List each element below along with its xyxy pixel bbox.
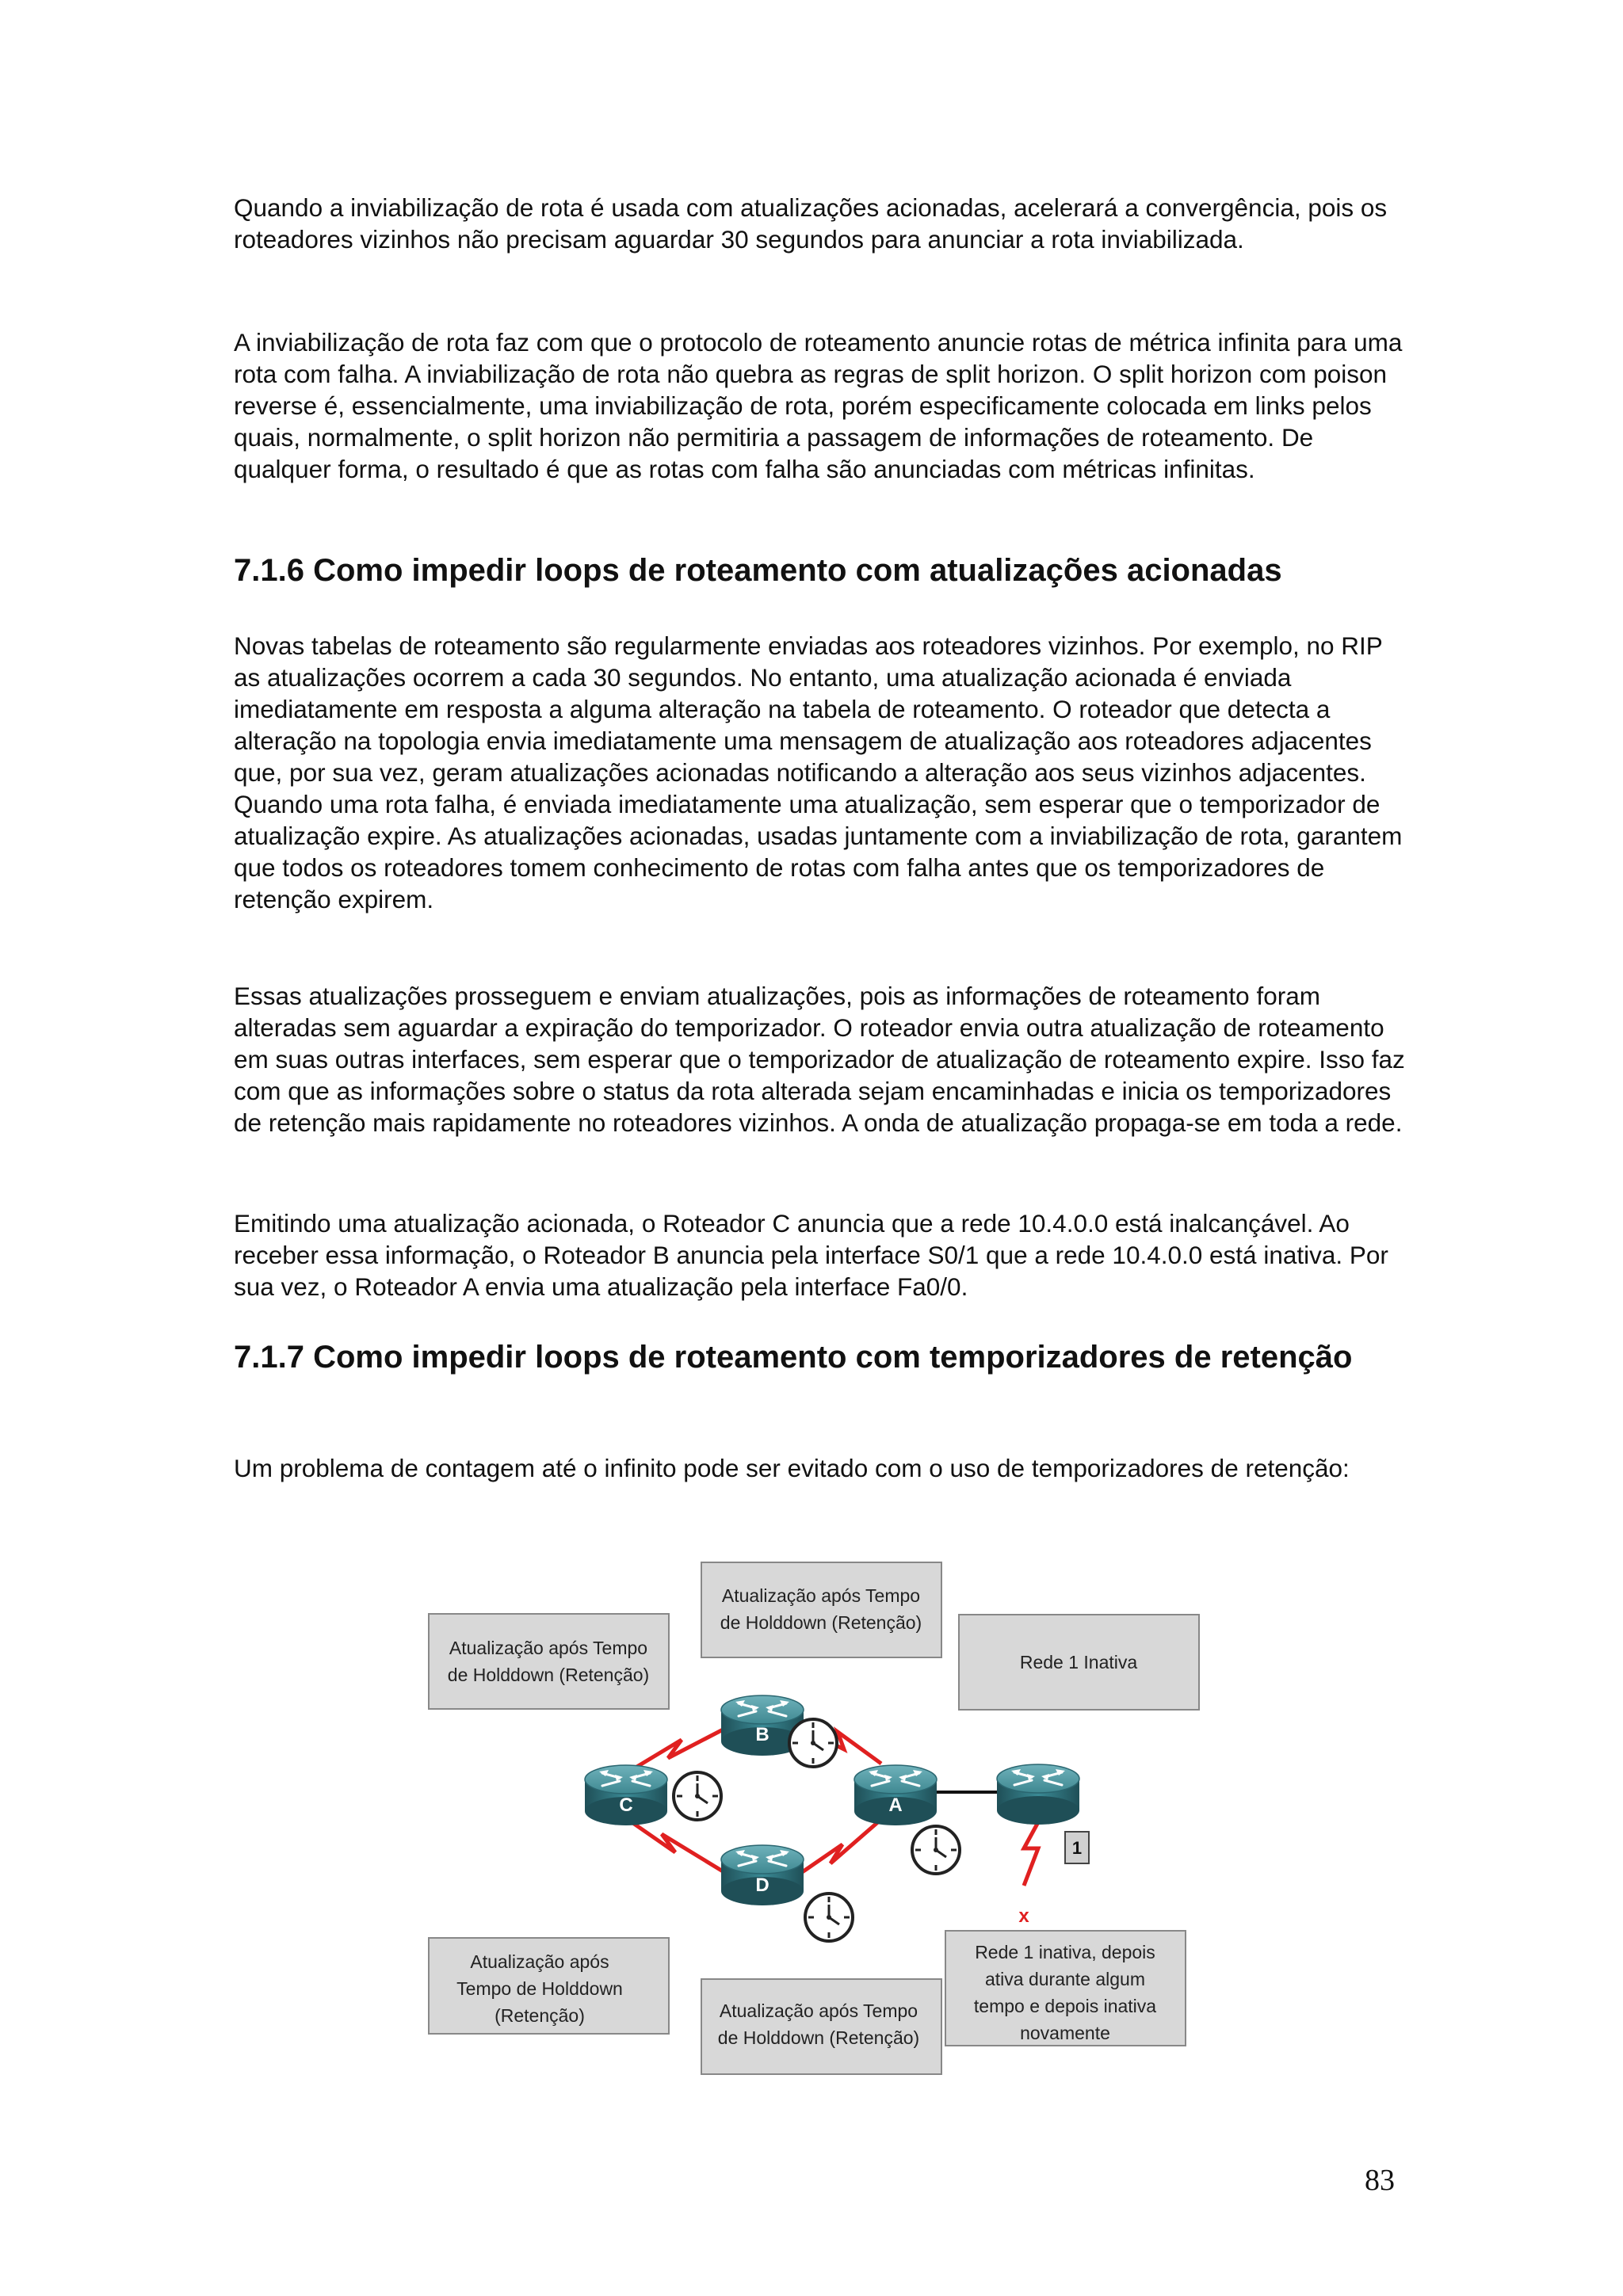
box-top-right-line-1: Rede 1 Inativa: [1019, 1652, 1138, 1672]
paragraph-1: Quando a inviabilização de rota é usada com atualizações acionadas, acelerará a convergência, pois os roteadores vizinhos não precisam aguardar 30 segundos para anunciar a rota inviabilizada.: [234, 193, 1388, 254]
clock-icon: [805, 1894, 853, 1941]
paragraph-4: Essas atualizações prosseguem e enviam atualizações, pois as informações de roteamento foram alteradas sem aguardar a expiração do temporizador. O roteador envia outra atualização de roteamento em suas outras interfaces, sem esperar que o temporizador de atualização de roteamento expire. Isso faz com que as informações sobre o status da rota alterada sejam encaminhadas e inicia os temporizadores de retenção mais rapidamente no roteadores vizinhos. A onda de atualização propaga-se em toda a rede.: [234, 982, 1405, 1137]
box-bottom-center-line-2: de Holddown (Retenção): [717, 2027, 920, 2048]
box-bottom-right-line-2: ativa durante algum: [984, 1969, 1146, 1989]
router-c-label: C: [619, 1794, 633, 1816]
box-top-center-line-1: Atualização após Tempo: [721, 1585, 921, 1606]
router-b-label: B: [755, 1724, 769, 1745]
paragraph-5: Emitindo uma atualização acionada, o Roteador C anuncia que a rede 10.4.0.0 está inalcançável. Ao receber essa informação, o Roteador B anuncia pela interface S0/1 que a rede 10.4.0.0 está inativa. Por sua vez, o Roteador A envia uma atualização pela interface Fa0/0.: [234, 1209, 1388, 1301]
router-icon: [997, 1764, 1079, 1825]
serial-link-d-a: [796, 1821, 880, 1876]
box-bottom-left-line-3: (Retenção): [495, 2005, 585, 2026]
failure-mark: x: [1018, 1905, 1029, 1927]
section-heading-717: 7.1.7 Como impedir loops de roteamento com temporizadores de retenção: [234, 1340, 1353, 1375]
clock-icon: [912, 1826, 960, 1874]
paragraph-6: Um problema de contagem até o infinito pode ser evitado com o uso de temporizadores de retenção:: [234, 1454, 1350, 1482]
box-bottom-right-line-3: tempo e depois inativa: [973, 1996, 1157, 2016]
box-bottom-center-line-1: Atualização após Tempo: [719, 2000, 918, 2021]
box-bottom-left: [429, 1938, 669, 2034]
router-d: [721, 1845, 804, 1905]
box-bottom-right: [945, 1931, 1186, 2046]
serial-link-network-1: [1024, 1822, 1038, 1886]
box-bottom-center: [701, 1979, 941, 2074]
network-1-tag: [1065, 1832, 1089, 1863]
paragraph-2: A inviabilização de rota faz com que o protocolo de roteamento anuncie rotas de métrica infinita para uma rota com falha. A inviabilização de rota não quebra as regras de split horizon. O split horizon com poison reverse é, essencialmente, uma inviabilização de rota, porém especificamente colocada em links pelos quais, normalmente, o split horizon não permitiria a passagem de informações de roteamento. De qualquer forma, o resultado é que as rotas com falha são anunciadas com métricas infinitas.: [234, 328, 1403, 483]
clock-icon: [674, 1772, 721, 1820]
router-a: [854, 1765, 937, 1825]
paragraph-3: Novas tabelas de roteamento são regularmente enviadas aos roteadores vizinhos. Por exemplo, no RIP as atualizações ocorrem a cada 30 segundos. No entanto, uma atualização acionada é enviada imediatamente em resposta a alguma alteração na tabela de roteamento. O roteador que detecta a alteração na topologia envia imediatamente uma mensagem de atualização aos roteadores adjacentes que, por sua vez, geram atualizações acionadas notificando a alteração aos seus vizinhos adjacentes. Quando uma rota falha, é enviada imediatamente uma atualização, sem esperar que o temporizador de atualização expire. As atualizações acionadas, usadas juntamente com a inviabilização de rota, garantem que todos os roteadores tomem conhecimento de rotas com falha antes que os temporizadores de retenção expirem.: [234, 631, 1403, 913]
router-c: [585, 1765, 667, 1825]
box-top-center-line-2: de Holddown (Retenção): [720, 1612, 922, 1633]
box-top-left-line-1: Atualização após Tempo: [449, 1638, 648, 1658]
section-heading-716: 7.1.6 Como impedir loops de roteamento com atualizações acionadas: [234, 553, 1282, 588]
box-top-right: [959, 1615, 1199, 1710]
box-bottom-left-line-1: Atualização após: [470, 1951, 609, 1972]
box-bottom-right-line-4: novamente: [1020, 2023, 1110, 2043]
serial-link-c-d: [626, 1818, 731, 1876]
page-number: 83: [1365, 2164, 1395, 2197]
router-d-label: D: [755, 1875, 769, 1896]
router-a-label: A: [888, 1794, 903, 1816]
box-top-left: [429, 1614, 669, 1709]
box-bottom-right-line-1: Rede 1 inativa, depois: [975, 1942, 1155, 1962]
box-bottom-left-line-2: Tempo de Holddown: [456, 1978, 623, 1999]
serial-link-c-b: [628, 1726, 731, 1772]
router-e: [997, 1764, 1079, 1825]
box-top-center: [701, 1562, 941, 1657]
clock-icon: [789, 1719, 837, 1767]
network-1-label: 1: [1071, 1838, 1083, 1858]
box-top-left-line-2: de Holddown (Retenção): [447, 1665, 650, 1685]
